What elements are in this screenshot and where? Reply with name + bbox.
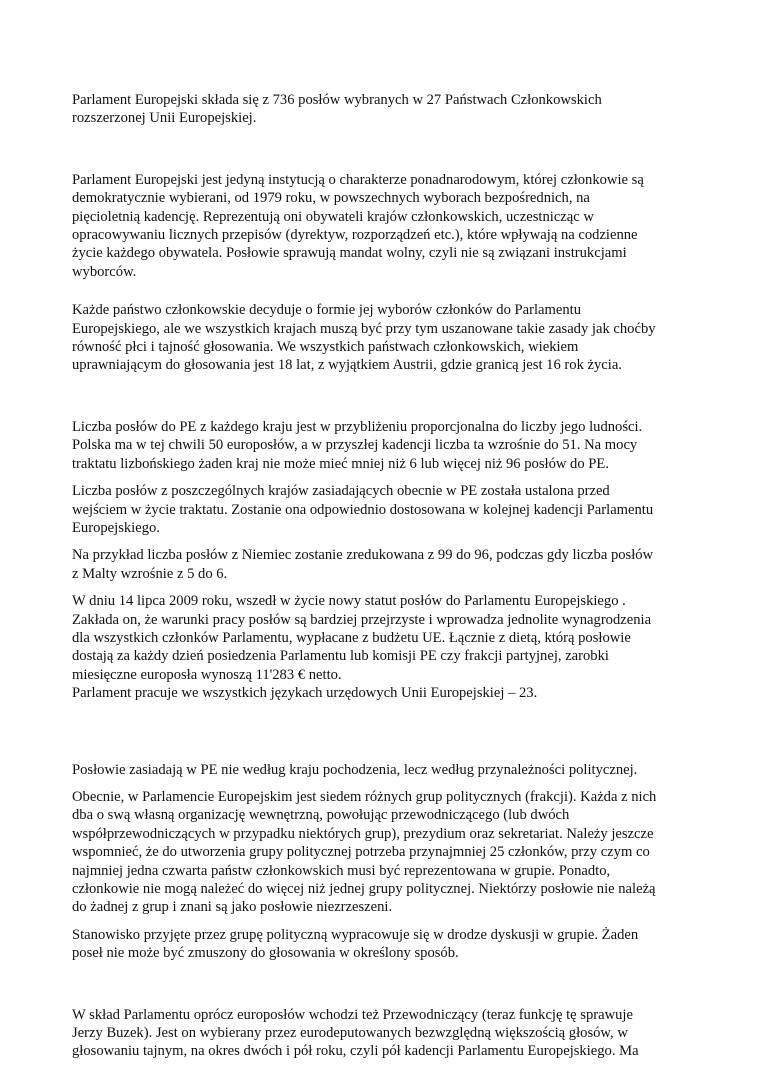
paragraph-institution: [72, 171, 692, 281]
text-line: wyborców.: [72, 263, 137, 280]
text-line: Parlament Europejski jest jedyną instytucją o charakterze ponadnarodowym, której członkowie są: [72, 171, 644, 188]
spacer: [72, 537, 692, 546]
paragraph-president: [72, 1006, 692, 1061]
paragraph-groups: [72, 788, 692, 917]
text-line: poseł nie może być zmuszony do głosowania w określony sposób.: [72, 945, 459, 962]
text-line: demokratycznie wybierani, od 1979 roku, w powszechnych wyborach bezpośrednich, na: [72, 190, 590, 207]
text-line: miesięczne europosła wynoszą 11'283 € netto.: [72, 666, 342, 683]
text-line: wejściem w życie traktatu. Zostanie ona odpowiednio dostosowana w kolejnej kadencji Parlamentu: [72, 501, 654, 518]
paragraph-intro: [72, 91, 692, 128]
spacer: [72, 963, 692, 1006]
text-line: głosowaniu tajnym, na okres dwóch i pół roku, czyli pół kadencji Parlamentu Europejskiego. Ma: [72, 1043, 639, 1060]
paragraph-statute: [72, 592, 692, 702]
text-line: Liczba posłów z poszczególnych krajów zasiadających obecnie w PE została ustalona przed: [72, 483, 610, 500]
text-line: W dniu 14 lipca 2009 roku, wszedł w życie nowy statut posłów do Parlamentu Europejskiego .: [72, 593, 626, 610]
text-line: Europejskiego, ale we wszystkich krajach muszą być przy tym uszanowane takie zasady jak choćby: [72, 320, 656, 337]
text-line: współprzewodniczących w przypadku niektórych grup), prezydium oraz sekretariat. Należy jeszcze: [72, 825, 654, 842]
text-line: opracowywaniu licznych przepisów (dyrektyw, rozporządzeń etc.), które wpływają na codzienne: [72, 227, 638, 244]
text-line: Liczba posłów do PE z każdego kraju jest w przybliżeniu proporcjonalna do liczby jego ludności.: [72, 418, 643, 435]
text-line: najmniej jedna czwarta państw członkowskich musi być reprezentowana w grupie. Ponadto,: [72, 862, 611, 879]
spacer: [72, 917, 692, 926]
paragraph-elections: [72, 301, 692, 375]
spacer: [72, 779, 692, 788]
paragraph-position: [72, 926, 692, 963]
text-line: członkowie nie mogą należeć do więcej niż jednej grupy politycznej. Niektórzy posłowie nie należą: [72, 881, 656, 897]
text-line: z Malty wzrośnie z 5 do 6.: [72, 565, 228, 582]
text-line: traktatu lizbońskiego żaden kraj nie może mieć mniej niż 6 lub więcej niż 96 posłów do PE.: [72, 455, 609, 472]
text-line: życie każdego obywatela. Posłowie sprawują mandat wolny, czyli nie są związani instrukcjami: [72, 245, 627, 262]
spacer: [72, 128, 692, 171]
text-line: W skład Parlamentu oprócz europosłów wchodzi też Przewodniczący (teraz funkcję tę sprawuje: [72, 1006, 633, 1023]
text-line: Obecnie, w Parlamencie Europejskim jest siedem różnych grup politycznych (frakcji). Każda z nich: [72, 788, 657, 805]
text-line: Zakłada on, że warunki pracy posłów są bardziej przejrzyste i wprowadza jednolite wynagrodzenia: [72, 611, 652, 628]
text-line: równość płci i tajność głosowania. We wszystkich państwach członkowskich, wiekiem: [72, 339, 579, 356]
paragraph-seats: [72, 418, 692, 473]
text-line: dba o swą własną organizację wewnętrzną, powołując przewodniczącego (lub dwóch: [72, 807, 570, 824]
document-page: [72, 91, 692, 1061]
spacer: [72, 703, 692, 761]
text-line: dla wszystkich członków Parlamentu, wypłacane z budżetu UE. Łącznie z dietą, którą posłowie: [72, 629, 631, 646]
text-line: Stanowisko przyjęte przez grupę polityczną wypracowuje się w drodze dyskusji w grupie. Żaden: [72, 926, 639, 943]
text-line: dostają za każdy dzień posiedzenia Parlamentu lub komisji PE czy frakcji partyjnej, zarobki: [72, 648, 609, 665]
text-line: uprawniającym do głosowania jest 18 lat, z wyjątkiem Austrii, gdzie granicą jest 16 rok życia.: [72, 357, 622, 374]
text-line: Europejskiego.: [72, 519, 160, 536]
text-line: Każde państwo członkowskie decyduje o formie jej wyborów członków do Parlamentu: [72, 302, 582, 319]
text-line: Na przykład liczba posłów z Niemiec zostanie zredukowana z 99 do 96, podczas gdy liczba posłów: [72, 547, 654, 564]
spacer: [72, 473, 692, 482]
text-line: do żadnej z grup i znani są jako posłowie niezrzeszeni.: [72, 899, 393, 916]
text-line: pięcioletnią kadencję. Reprezentują oni obywateli krajów członkowskich, uczestnicząc w: [72, 208, 594, 225]
text-line: Posłowie zasiadają w PE nie według kraju pochodzenia, lecz według przynależności politycznej.: [72, 761, 638, 778]
spacer: [72, 281, 692, 301]
paragraph-seats-adjust: [72, 482, 692, 537]
text-line: Polska ma w tej chwili 50 europosłów, a w przyszłej kadencji liczba ta wzrośnie do 51. Na mocy: [72, 437, 638, 454]
paragraph-seating: [72, 761, 692, 779]
spacer: [72, 375, 692, 418]
text-line: rozszerzonej Unii Europejskiej.: [72, 110, 257, 127]
spacer: [72, 583, 692, 592]
text-line: Jerzy Buzek). Jest on wybierany przez eurodeputowanych bezwzględną większością głosów, w: [72, 1025, 628, 1042]
paragraph-example: [72, 546, 692, 583]
text-line: Parlament pracuje we wszystkich językach urzędowych Unii Europejskiej – 23.: [72, 685, 538, 702]
text-line: wspomnieć, że do utworzenia grupy politycznej potrzeba przynajmniej 25 członków, przy czym co: [72, 844, 650, 861]
text-line: Parlament Europejski składa się z 736 posłów wybranych w 27 Państwach Członkowskich: [72, 92, 602, 108]
